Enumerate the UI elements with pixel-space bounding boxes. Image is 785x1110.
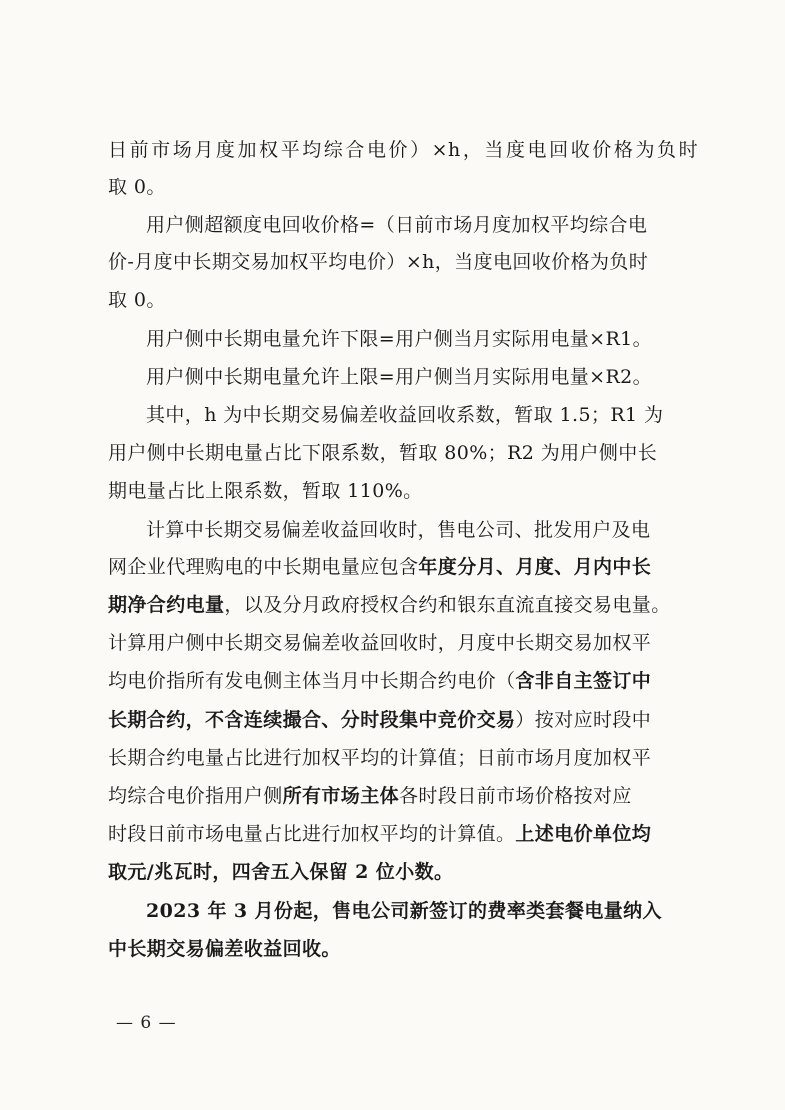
text-line (108, 557, 698, 577)
text-line (108, 177, 698, 197)
text-line (108, 595, 698, 615)
text-line (108, 671, 698, 691)
text-line (108, 290, 698, 310)
bold-text-segment: 所有市场主体 (282, 785, 400, 807)
text-segment: 时段日前市场电量占比进行加权平均的计算值。 (108, 823, 516, 845)
text-segment: 期电量占比上限系数，暂取 110%。 (108, 480, 423, 502)
text-line (146, 367, 736, 387)
text-segment: ）按对应时段中 (515, 709, 652, 731)
text-segment: 计算中长期交易偏差收益回收时，售电公司、批发用户及电 (146, 519, 651, 541)
text-segment: 各时段日前市场价格按对应 (399, 785, 632, 807)
text-segment: 用户侧超额度电回收价格=（日前市场月度加权平均综合电 (146, 214, 648, 236)
text-line (108, 481, 698, 501)
text-line (146, 405, 736, 425)
text-segment: 计算用户侧中长期交易偏差收益回收时，月度中长期交易加权平 (108, 632, 652, 654)
text-segment: 日前市场月度加权平均综合电价）×h，当度电回收价格为负时 (108, 139, 698, 161)
text-segment: 网企业代理购电的中长期电量应包含 (108, 556, 419, 578)
text-segment: 用户侧中长期电量占比下限系数，暂取 80%；R2 为用户侧中长 (108, 442, 658, 464)
bold-text-segment: 取元/兆瓦时，四舍五入保留 2 位小数。 (108, 861, 454, 883)
text-line (146, 901, 736, 921)
text-line (108, 862, 698, 882)
page-number: — 6 — (116, 1013, 177, 1033)
text-line (146, 520, 698, 540)
text-segment: 均电价指所有发电侧主体当月中长期合约电价（ (108, 670, 516, 692)
text-segment: 均综合电价指用户侧 (108, 785, 283, 807)
bold-text-segment: 年度分月、月度、月内中长 (418, 556, 652, 578)
bold-text-segment: 中长期交易偏差收益回收。 (108, 938, 341, 960)
text-segment: 价-月度中长期交易加权平均电价）×h，当度电回收价格为负时 (108, 251, 649, 273)
text-line (108, 633, 698, 653)
text-line (108, 748, 698, 768)
bold-text-segment: 2023 年 3 月份起，售电公司新签订的费率类套餐电量纳入 (146, 900, 662, 922)
text-line (108, 824, 698, 844)
text-line (146, 215, 698, 235)
text-segment: ，以及分月政府授权合约和银东直流直接交易电量。 (224, 594, 671, 616)
bold-text-segment: 期净合约电量 (108, 594, 225, 616)
text-segment: 用户侧中长期电量允许上限=用户侧当月实际用电量×R2。 (146, 366, 653, 388)
text-segment: 长期合约电量占比进行加权平均的计算值；日前市场月度加权平 (108, 747, 652, 769)
text-segment: 取 0。 (108, 289, 166, 311)
text-line (108, 140, 698, 160)
bold-text-segment: 上述电价单位均 (515, 823, 652, 845)
bold-text-segment: 含非自主签订中 (515, 670, 652, 692)
text-line (146, 329, 736, 349)
bold-text-segment: 长期合约，不含连续撮合、分时段集中竞价交易 (108, 709, 516, 731)
text-line (108, 710, 698, 730)
text-line (108, 939, 698, 959)
text-segment: 取 0。 (108, 176, 166, 198)
text-segment: 其中，h 为中长期交易偏差收益回收系数，暂取 1.5；R1 为 (146, 404, 664, 426)
text-line (108, 443, 698, 463)
text-line (108, 252, 698, 272)
text-line (108, 786, 698, 806)
text-segment: 用户侧中长期电量允许下限=用户侧当月实际用电量×R1。 (146, 328, 653, 350)
